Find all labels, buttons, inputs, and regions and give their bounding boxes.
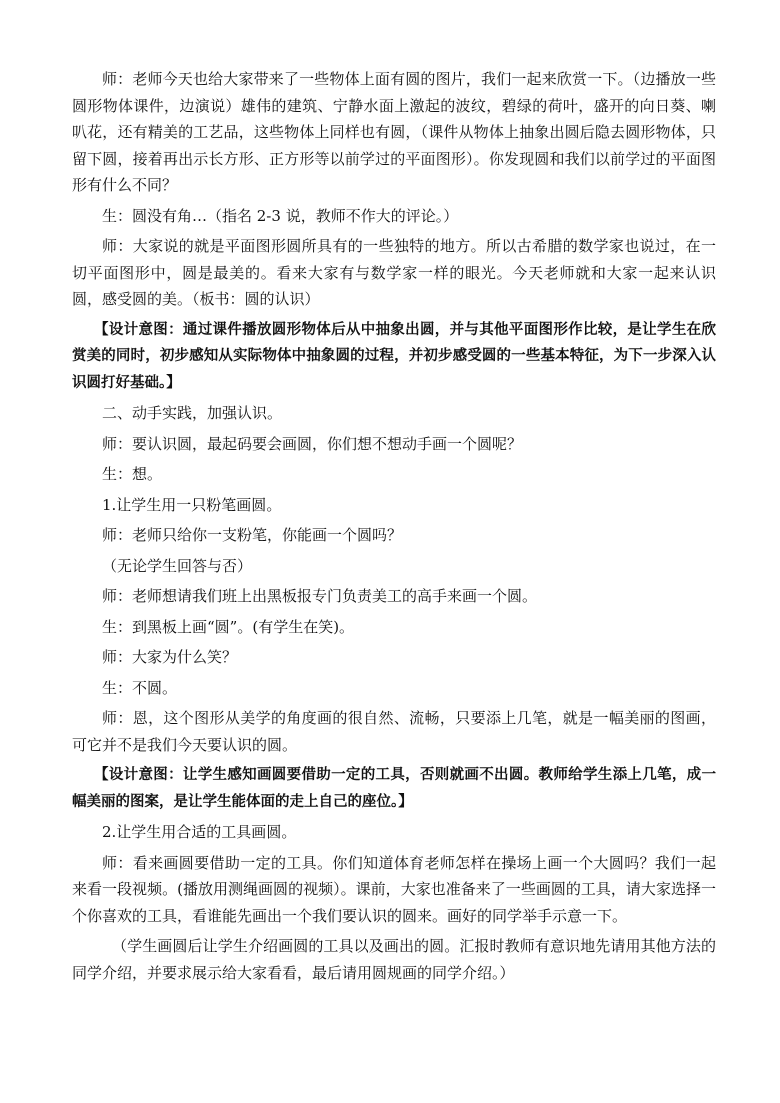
paragraph-not-round: 生：不圆。 [102,678,178,697]
paragraph-teacher-question: 师：要认识圆，最起码要会画圆，你们想不想动手画一个圆呢？ [102,434,523,453]
paragraph-tools: 师：看来画圆要借助一定的工具。你们知道体育老师怎样在操场上画一个大圆吗？我们一起来看一段视频。(播放用测绳画圆的视频）。课前，大家也准备来了一些画圆的工具，请大家选择一个你喜欢的工具，看谁能先画出一个我们要认识的圆来。画好的同学举手示意一下。 [72,853,716,925]
section-heading-2: 二、动手实践，加强认识。 [102,404,283,422]
paragraph-teacher-summary: 师：大家说的就是平面图形圆所具有的一些独特的地方。所以古希腊的数学家也说过，在一切平面图形中，圆是最美的。看来大家有与数学家一样的眼光。今天老师就和大家一起来认识圆，感受圆的美。（板书：圆的认识） [72,237,716,308]
paragraph-student-draws: 生：到黑板上画“圆”。(有学生在笑)。 [102,617,355,636]
design-intent-1: 【设计意图：通过课件播放圆形物体后从中抽象出圆，并与其他平面图形作比较，是让学生在欣赏美的同时，初步感知从实际物体中抽象圆的过程，并初步感受圆的一些基本特征，为下一步深入认识圆打好基础。】 [72,321,716,391]
paragraph-student-answer: 生：圆没有角…（指名 2-3 说，教师不作大的评论。） [102,206,459,225]
paragraph-student-reply: 生：想。 [102,465,163,483]
step-1-heading: 1.让学生用一只粉笔画圆。 [102,495,282,514]
paragraph-why-laugh: 师：大家为什么笑？ [102,648,238,666]
paragraph-note: （无论学生回答与否） [102,556,253,575]
design-intent-2: 【设计意图：让学生感知画圆要借助一定的工具，否则就画不出圆。教师给学生添上几笔，成一幅美丽的图案，是让学生能体面的走上自己的座位。】 [72,767,716,810]
step-2-heading: 2.让学生用合适的工具画圆。 [102,823,297,841]
document-page [72,66,716,990]
paragraph-chalk-question: 师：老师只给你一支粉笔，你能画一个圆吗？ [102,526,403,544]
paragraph-intro: 师：老师今天也给大家带来了一些物体上面有圆的图片，我们一起来欣赏一下。（边播放一些圆形物体课件，边演说）雄伟的建筑、宁静水面上激起的波纹，碧绿的荷叶，盛开的向日葵、喇叭花，还有精美的工艺品，这些物体上同样也有圆，（课件从物体上抽象出圆后隐去圆形物体，只留下圆，接着再出示长方形、正方形等以前学过的平面图形）。你发现圆和我们以前学过的平面图形有什么不同？ [72,70,716,194]
paragraph-teacher-comment: 师：恩，这个图形从美学的角度画的很自然、流畅，只要添上几笔，就是一幅美丽的图画，可它并不是我们今天要认识的圆。 [72,709,716,754]
paragraph-report: （学生画圆后让学生介绍画圆的工具以及画出的圆。汇报时教师有意识地先请用其他方法的同学介绍，并要求展示给大家看看，最后请用圆规画的同学介绍。） [72,937,716,982]
paragraph-invite-artist: 师：老师想请我们班上出黑板报专门负责美工的高手来画一个圆。 [102,587,538,605]
